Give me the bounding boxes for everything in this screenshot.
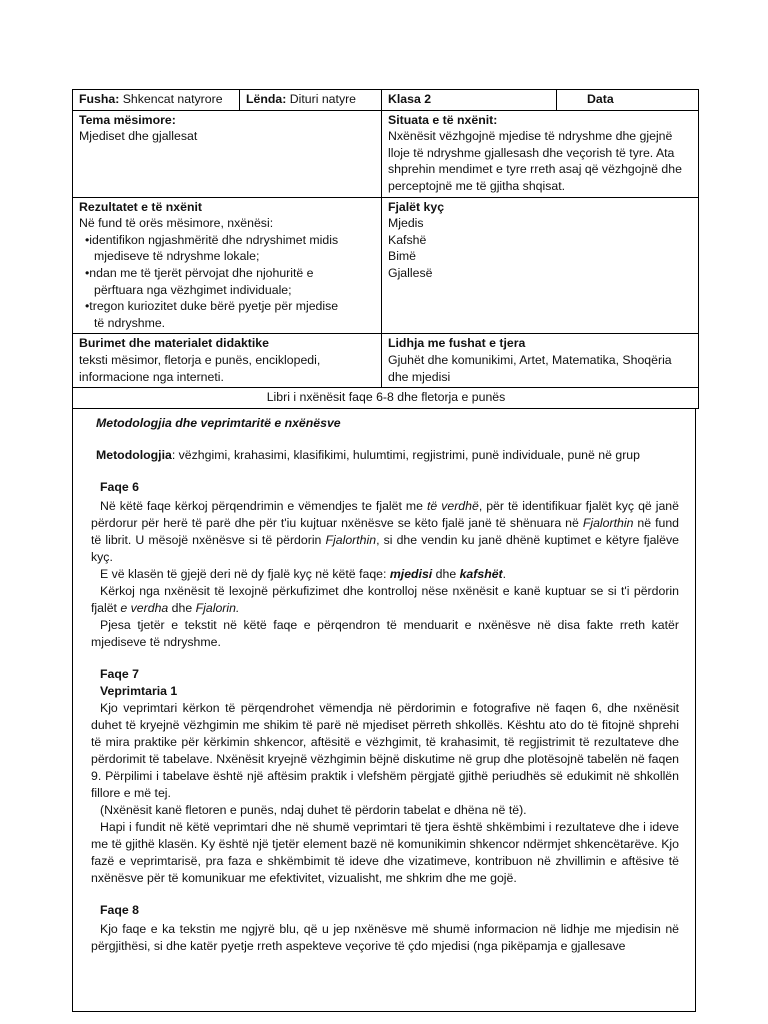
- keyword-item: Mjedis: [388, 216, 424, 231]
- outcome-item-1-cont: mjediseve të ndryshme lokale;: [94, 249, 260, 264]
- outcome-item-3: •tregon kuriozitet duke bërë pyetje për mjedise: [85, 299, 339, 314]
- faqe8-heading: Faqe 8: [100, 903, 139, 917]
- keyword-item: Gjallesë: [388, 265, 433, 280]
- methodology-box: [72, 408, 696, 1012]
- faqe7-paragraph-2: (Nxënësit kanë fletoren e punës, ndaj duhet të përdorin tabelat e dhëna në të).: [100, 803, 527, 817]
- rezultatet-intro: Në fund të orës mësimore, nxënësi:: [79, 216, 274, 231]
- faqe6-paragraph-1: Në këtë faqe kërkoj përqendrimin e vëmendjes te fjalët me të verdhë, për të identifikuar fjalët kyç që janë përdorur për herë të parë dhe për t'iu kujtuar nxënësve se këto fjalë janë të shënuara në Fjalorthin në fund të librit. U mësojë nxënësve si të përdorin Fjalorthin, si dhe vendin ku janë dhënë kuptimet e këtyre fjalëve kyç.: [91, 499, 679, 564]
- situata-text: Nxënësit vëzhgojnë mjedise të ndryshme dhe gjejnë lloje të ndryshme gjallesash dhe veçorish të tyre. Ata shprehin mendimet e tyre rreth asaj që vëzhgojnë dhe perceptojnë me të gjitha shqisat.: [388, 129, 682, 193]
- lenda-value: Dituri natyre: [289, 92, 357, 106]
- rezultatet-label: Rezultatet e të nxënit: [79, 199, 202, 214]
- faqe6-paragraph-4: Pjesa tjetër e tekstit në këtë faqe e përqendron të menduarit e nxënësve në disa fakte rreth katër mjediseve të ndryshme.: [91, 618, 679, 649]
- faqe6-paragraph-3: Kërkoj nga nxënësit të lexojnë përkufizimet dhe kontrolloj nëse nxënësit e kanë kuptuar se si t'i përdorin fjalët e verdha dhe Fjalorin.: [91, 584, 679, 615]
- methodology-title: Metodologjia dhe veprimtaritë e nxënësve: [96, 416, 341, 430]
- burimet-text: teksti mësimor, fletorja e punës, enciklopedi, informacione nga interneti.: [79, 352, 321, 384]
- tema-row: [73, 110, 699, 197]
- fjalet-label: Fjalët kyç: [388, 199, 445, 214]
- rezultatet-cell: [73, 197, 382, 334]
- fjalet-cell: [382, 197, 699, 334]
- tema-cell: [73, 110, 382, 197]
- keyword-item: Bimë: [388, 249, 417, 264]
- fusha-value: Shkencat natyrore: [122, 92, 223, 106]
- fusha-cell: [73, 90, 240, 111]
- lenda-label: Lënda:: [246, 92, 287, 106]
- fusha-label: Fusha:: [79, 92, 120, 106]
- burimet-row: [73, 334, 699, 388]
- lidhja-label: Lidhja me fushat e tjera: [388, 336, 526, 351]
- header-row: [73, 90, 699, 111]
- burimet-label: Burimet dhe materialet didaktike: [79, 336, 269, 351]
- rezultatet-row: [73, 197, 699, 334]
- lenda-cell: [240, 90, 382, 111]
- faqe7-paragraph-3: Hapi i fundit në këtë veprimtari dhe në shumë veprimtari të tjera është shkëmbimi i rezultateve dhe i ideve me të gjithë klasën. Ky është një tjetër element bazë në komunikimin shkencor ndërmjet shkencëtarëve. Kjo fazë e veprimtarisë, pra faza e shkëmbimit të ideve dhe vizatimeve, kontribuon në zhvillimin e aftësive të nxënësve për të komunikuar me efektivitet, vizualisht, me shkrim dhe me gojë.: [91, 820, 679, 885]
- tema-value: Mjediset dhe gjallesat: [79, 129, 198, 144]
- methodology-line: [91, 447, 679, 464]
- outcome-item-2-cont: përftuara nga vëzhgimet individuale;: [94, 282, 292, 297]
- keyword-item: Kafshë: [388, 232, 427, 247]
- veprimtaria-heading: Veprimtaria 1: [100, 684, 178, 698]
- reference-row: [73, 388, 699, 409]
- tema-label: Tema mësimore:: [79, 112, 176, 127]
- methodology-label: Metodologjia: [96, 448, 172, 462]
- faqe7-paragraph-1: Kjo veprimtari kërkon të përqendrohet vëmendja në përdorimin e fotografive në faqen 6, dhe nxënësit duhet të kryejnë vëzhgimin me shikim të parë në mjediset përreth shkollës. Kështu ato do të fitojnë shprehi të mira praktike për kërkimin shkencor, aftësitë e vëzhgimit, të krahasimit, të regjistrimit të rezultateve dhe përdorimit të tabelave. Nxënësit kryejnë vëzhgimin bëjnë diskutime në grup dhe plotësojnë tabelën në faqen 9. Përpilimi i tabelave është një aftësim praktik i vlefshëm përgjatë gjithë periudhës së edukimit në shkollën fillore e më tej.: [91, 701, 679, 800]
- outcome-item-1: •identifikon ngjashmëritë dhe ndryshimet midis: [85, 232, 339, 247]
- faqe6-paragraph-2: E vë klasën të gjejë deri në dy fjalë kyç në këtë faqe: mjedisi dhe kafshët.: [100, 567, 507, 581]
- lidhja-cell: [382, 334, 699, 388]
- faqe6-heading: Faqe 6: [100, 480, 139, 494]
- faqe8-paragraph-1: Kjo faqe e ka tekstin me ngjyrë blu, që u jep nxënësve më shumë informacion në lidhje me mjedisin në përgjithësi, si dhe katër pyetje rreth aspekteve veçorive të çdo mjedisi (nga pikëpamja e gjallesave: [91, 922, 679, 953]
- outcome-item-3-cont: të ndryshme.: [94, 315, 166, 330]
- burimet-cell: [73, 334, 382, 388]
- lesson-plan-table: [72, 89, 699, 409]
- lidhja-text: Gjuhët dhe komunikimi, Artet, Matematika, Shoqëria dhe mjedisi: [388, 352, 672, 384]
- faqe7-heading: Faqe 7: [100, 667, 139, 681]
- situata-label: Situata e të nxënit:: [388, 112, 498, 127]
- methodology-text: : vëzhgimi, krahasimi, klasifikimi, hulumtimi, regjistrimi, punë individuale, punë në grup: [171, 448, 640, 462]
- data-cell: Data: [557, 90, 699, 111]
- klasa-cell: Klasa 2: [382, 90, 557, 111]
- situata-cell: [382, 110, 699, 197]
- outcome-item-2: •ndan me të tjerët përvojat dhe njohuritë e: [85, 265, 314, 280]
- reference-cell: Libri i nxënësit faqe 6-8 dhe fletorja e punës: [73, 388, 699, 409]
